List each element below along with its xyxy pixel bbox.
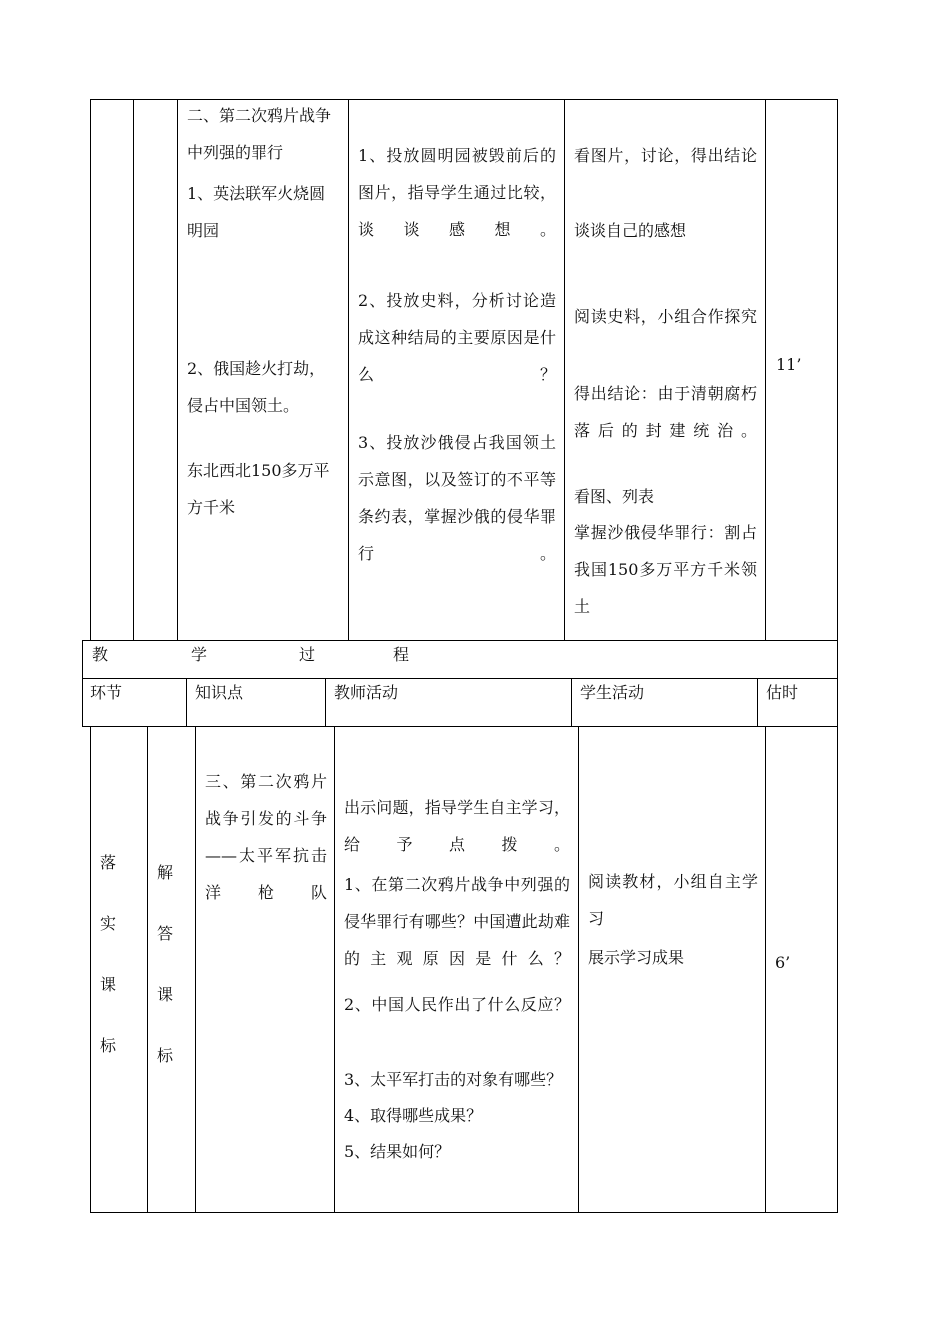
- column-header-knowledge: 知识点: [195, 683, 244, 702]
- teacher-question-3: 3、太平军打击的对象有哪些？: [344, 1070, 563, 1089]
- process-title-char-2: 学: [191, 645, 208, 664]
- student-activity-1: 看图片，讨论，得出结论: [574, 146, 757, 165]
- teacher-activity-3: 3、投放沙俄侵占我国领土示意图，以及签订的不平等条约表，掌握沙俄的侵华罪行。: [358, 433, 556, 563]
- knowledge-heading: 二、第二次鸦片战争中列强的罪行: [187, 106, 332, 162]
- student-activity-3b: 掌握沙俄侵华罪行：割占我国150多万平方千米领土: [574, 523, 757, 616]
- teacher-activity-2: 2、投放史料，分析讨论造成这种结局的主要原因是什么？: [358, 291, 556, 384]
- section-char: 落: [99, 853, 116, 872]
- section-char: 课: [99, 975, 116, 994]
- column-header-time: 估时: [766, 683, 799, 702]
- teacher-activity-1: 1、投放圆明园被毁前后的图片，指导学生通过比较，谈谈感想。: [358, 146, 556, 239]
- section-char: 标: [99, 1036, 116, 1055]
- student-activity-present: 展示学习成果: [588, 948, 685, 967]
- subsection-char: 标: [156, 1046, 173, 1065]
- student-activity-2b: 得出结论：由于清朝腐朽落后的封建统治。: [574, 384, 757, 440]
- time-estimate-2: 6’: [775, 953, 791, 972]
- student-activity-2: 阅读史料，小组合作探究: [574, 307, 757, 326]
- teacher-question-5: 5、结果如何？: [344, 1142, 451, 1161]
- section-char: 实: [99, 914, 116, 933]
- process-title-char-4: 程: [393, 645, 410, 664]
- process-title-char-3: 过: [299, 645, 316, 664]
- column-header-section: 环节: [90, 683, 123, 702]
- process-title-char-1: 教: [92, 645, 109, 664]
- subsection-char: 答: [156, 924, 173, 943]
- student-activity-1b: 谈谈自己的感想: [574, 221, 687, 240]
- time-estimate-1: 11’: [776, 355, 802, 374]
- subsection-char: 课: [156, 985, 173, 1004]
- section-label-vertical: [98, 832, 118, 1076]
- column-header-teacher: 教师活动: [334, 683, 399, 702]
- knowledge-item-yuanmingyuan: 1、英法联军火烧圆明园: [187, 184, 326, 240]
- subsection-label-vertical: [155, 842, 175, 1086]
- subsection-char: 解: [156, 863, 173, 882]
- teacher-question-2: 2、中国人民作出了什么反应？: [344, 995, 570, 1014]
- student-activity-3: 看图、列表: [574, 487, 655, 506]
- student-activity-read: 阅读教材，小组自主学习: [588, 872, 758, 928]
- column-header-student: 学生活动: [580, 683, 645, 702]
- teacher-question-4: 4、取得哪些成果？: [344, 1106, 483, 1125]
- teacher-question-1: 1、在第二次鸦片战争中列强的侵华罪行有哪些？中国遭此劫难的主观原因是什么？: [344, 875, 570, 968]
- teacher-intro: 出示问题，指导学生自主学习，给予点拨。: [344, 798, 570, 854]
- knowledge-taiping: 三、第二次鸦片战争引发的斗争——太平军抗击洋枪队: [205, 772, 327, 902]
- knowledge-item-territory: 东北西北150多万平方千米: [187, 461, 330, 517]
- knowledge-item-russia: 2、俄国趁火打劫，侵占中国领土。: [187, 359, 326, 415]
